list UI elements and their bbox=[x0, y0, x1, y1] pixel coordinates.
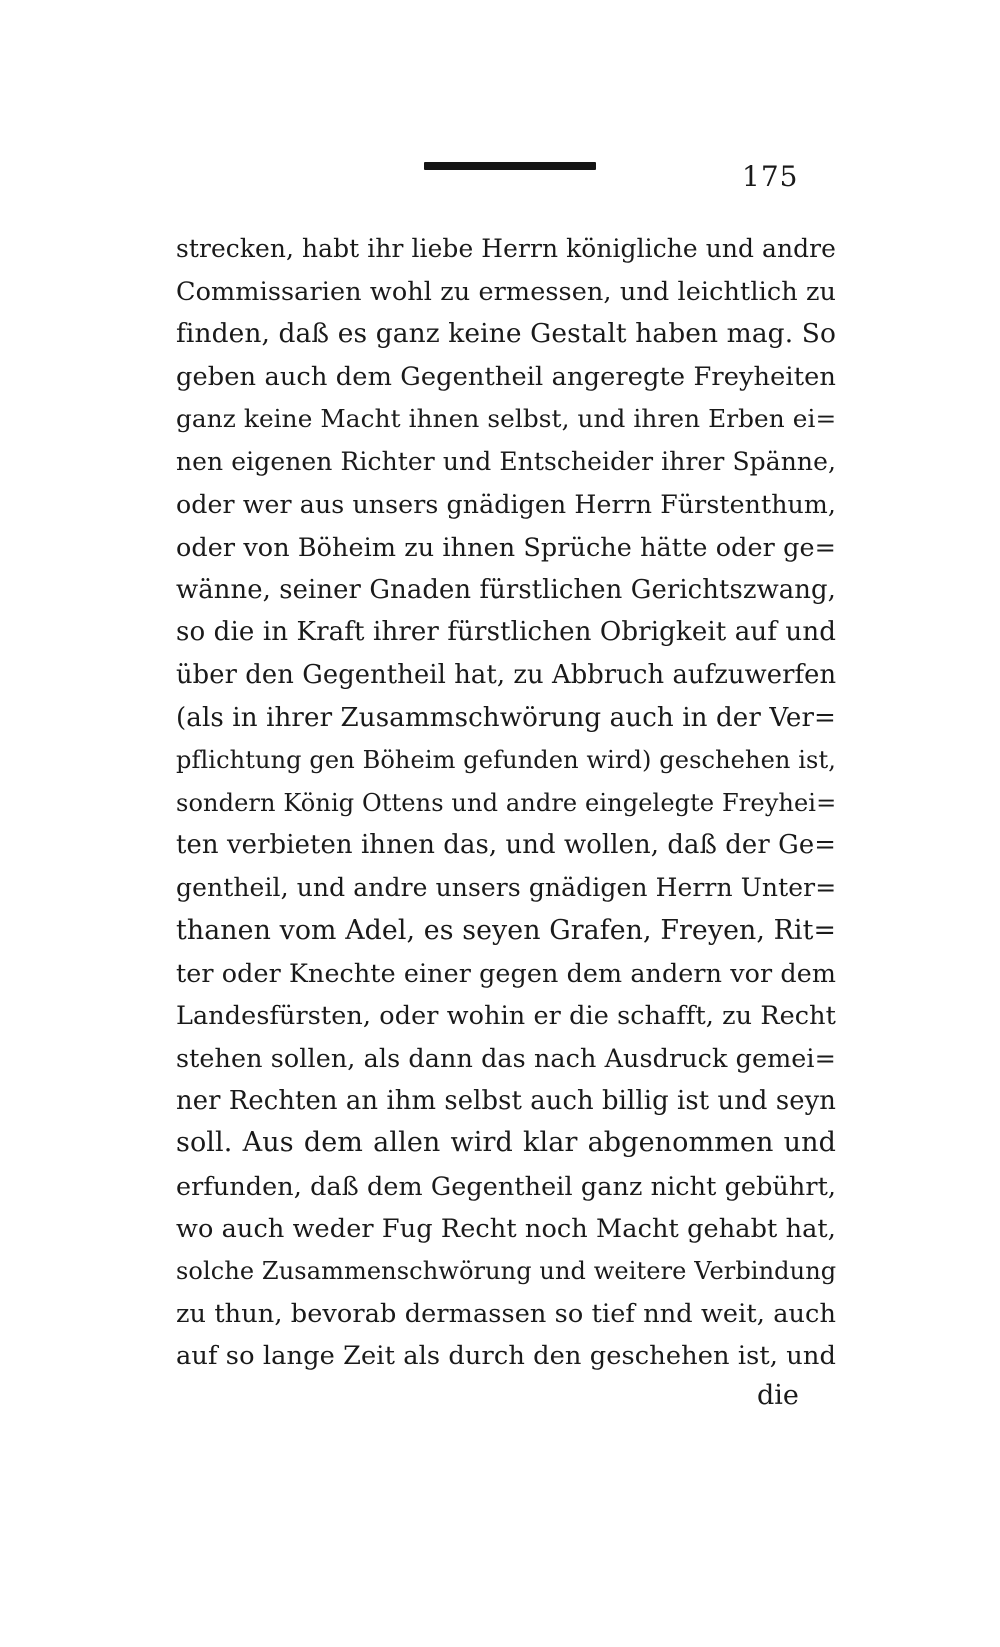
text-line: strecken, habt ihr liebe Herrn königliche und andre bbox=[176, 234, 836, 263]
page-number: 175 bbox=[742, 160, 799, 193]
text-line: oder wer aus unsers gnädigen Herrn Fürstenthum, bbox=[176, 489, 837, 519]
text-line: zu thun, bevorab dermassen so tief nnd weit, auch bbox=[176, 1298, 836, 1329]
text-line: soll. Aus dem allen wird klar abgenommen und bbox=[176, 1127, 836, 1159]
catchword: die bbox=[757, 1380, 799, 1411]
text-line: nen eigenen Richter und Entscheider ihrer Spänne, bbox=[176, 446, 836, 476]
text-line: erfunden, daß dem Gegentheil ganz nicht gebührt, bbox=[176, 1171, 837, 1202]
header-rule bbox=[424, 162, 596, 170]
text-line: sondern König Ottens und andre eingelegte Freyhei= bbox=[176, 788, 837, 817]
text-line: so die in Kraft ihrer fürstlichen Obrigkeit auf und bbox=[176, 617, 836, 648]
text-line: (als in ihrer Zusammschwörung auch in der Ver= bbox=[176, 702, 837, 733]
text-line: finden, daß es ganz keine Gestalt haben mag. So bbox=[176, 318, 836, 350]
text-line: oder von Böheim zu ihnen Sprüche hätte oder ge= bbox=[176, 532, 836, 563]
body-text bbox=[176, 228, 836, 1378]
text-line: ten verbieten ihnen das, und wollen, daß der Ge= bbox=[176, 830, 837, 861]
text-line: auf so lange Zeit als durch den geschehen ist, und bbox=[176, 1341, 836, 1372]
text-line: Commissarien wohl zu ermessen, und leichtlich zu bbox=[176, 276, 837, 307]
text-line: solche Zusammenschwörung und weitere Verbindung bbox=[176, 1257, 837, 1286]
text-line: ganz keine Macht ihnen selbst, und ihren Erben ei= bbox=[176, 404, 837, 434]
text-line: geben auch dem Gegentheil angeregte Freyheiten bbox=[176, 361, 836, 392]
text-line: wo auch weder Fug Recht noch Macht gehabt hat, bbox=[176, 1213, 836, 1244]
text-line: ner Rechten an ihm selbst auch billig ist und seyn bbox=[176, 1085, 836, 1116]
text-line: wänne, seiner Gnaden fürstlichen Gerichtszwang, bbox=[176, 574, 836, 605]
text-line: stehen sollen, als dann das nach Ausdruck gemei= bbox=[176, 1043, 837, 1074]
text-line: pflichtung gen Böheim gefunden wird) geschehen ist, bbox=[176, 746, 836, 775]
text-line: ter oder Knechte einer gegen dem andern vor dem bbox=[176, 958, 836, 989]
text-line: über den Gegentheil hat, zu Abbruch aufzuwerfen bbox=[176, 659, 837, 690]
text-line: thanen vom Adel, es seyen Grafen, Freyen, Rit= bbox=[176, 914, 836, 946]
text-line: Landesfürsten, oder wohin er die schafft, zu Recht bbox=[176, 1000, 836, 1031]
text-line: gentheil, und andre unsers gnädigen Herrn Unter= bbox=[176, 872, 837, 902]
